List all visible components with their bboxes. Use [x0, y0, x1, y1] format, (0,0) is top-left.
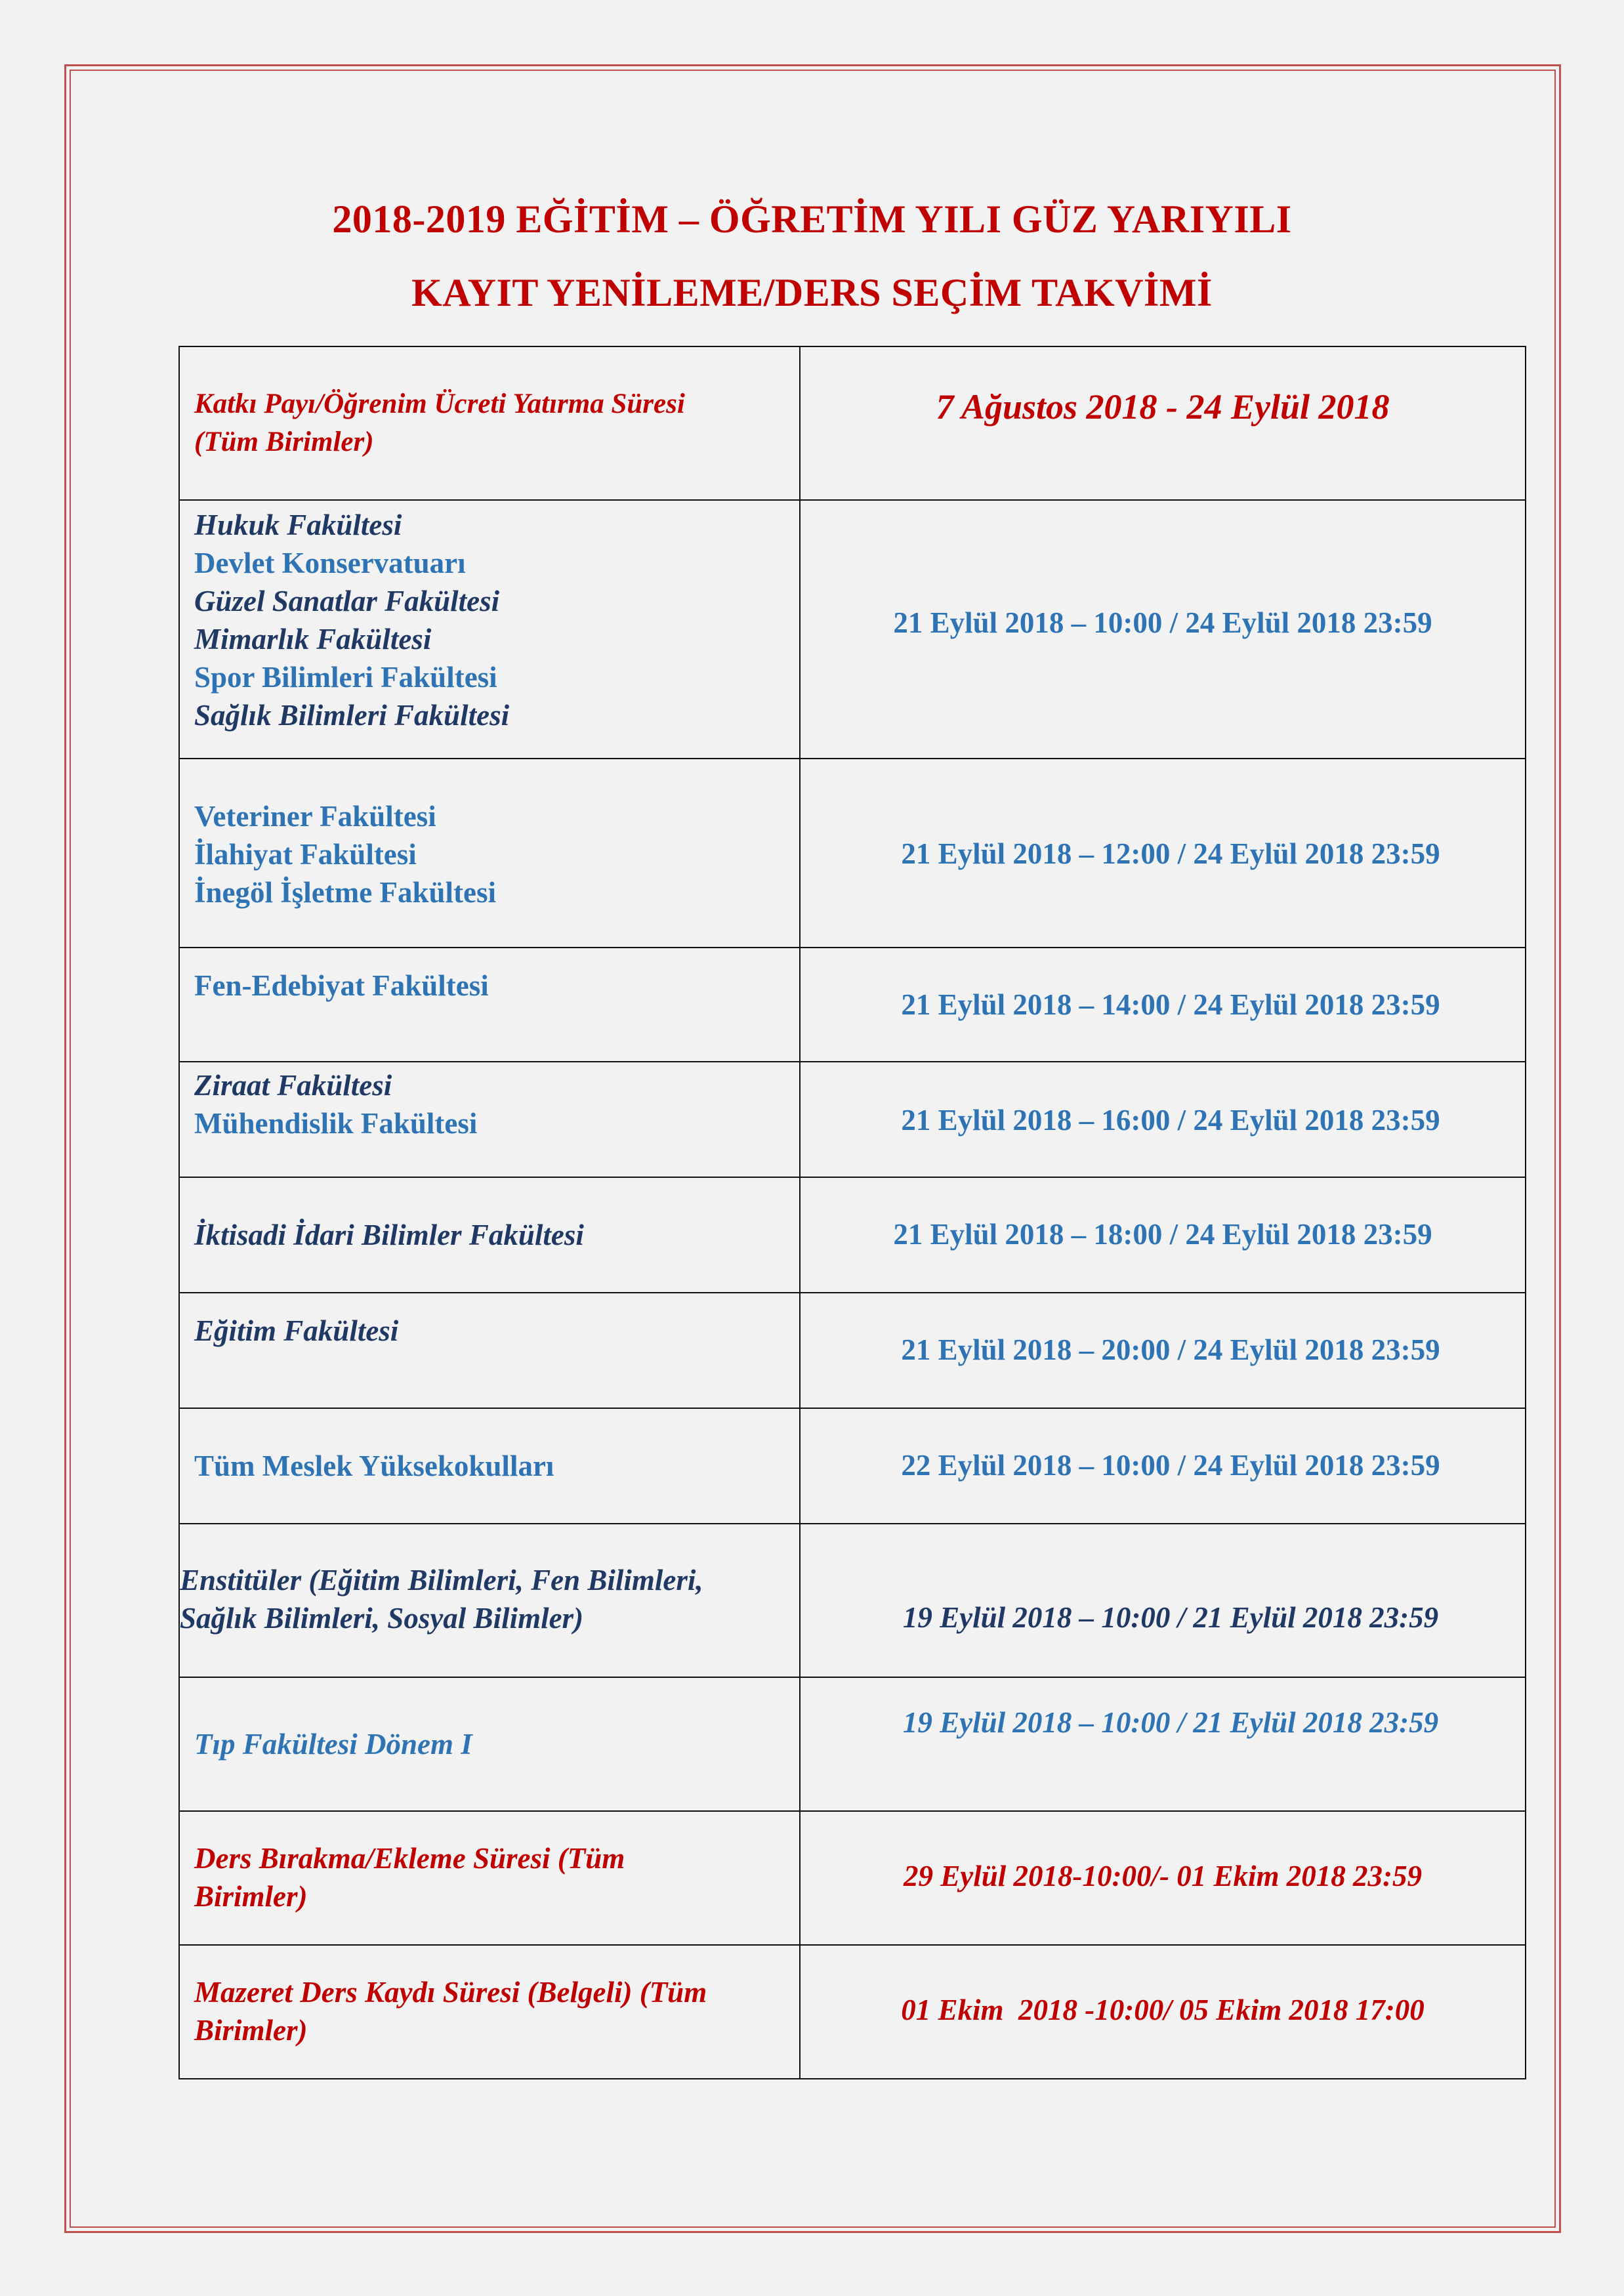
table-row: [179, 1677, 1526, 1811]
unit-label: Tıp Fakültesi Dönem I: [194, 1728, 472, 1761]
unit-label: Sağlık Bilimleri Fakültesi: [194, 699, 510, 732]
unit-label: Fen-Edebiyat Fakültesi: [194, 969, 489, 1002]
date-range: 01 Ekim 2018 -10:00/ 05 Ekim 2018 17:00: [901, 1993, 1425, 2026]
unit-label: Enstitüler (Eğitim Bilimleri, Fen Bilimleri,: [180, 1564, 703, 1597]
unit-cell: [179, 500, 800, 759]
unit-label: Mazeret Ders Kaydı Süresi (Belgeli) (Tüm: [194, 1976, 707, 2009]
date-range: 22 Eylül 2018 – 10:00 / 24 Eylül 2018 23:59: [901, 1449, 1440, 1482]
date-cell: [800, 759, 1526, 948]
date-range: 21 Eylül 2018 – 14:00 / 24 Eylül 2018 23:59: [901, 988, 1440, 1021]
unit-label: (Tüm Birimler): [194, 427, 374, 457]
date-cell: [800, 1945, 1526, 2079]
date-range: 21 Eylül 2018 – 18:00 / 24 Eylül 2018 23:59: [893, 1218, 1432, 1251]
unit-label: Spor Bilimleri Fakültesi: [194, 661, 497, 694]
date-range: 29 Eylül 2018-10:00/- 01 Ekim 2018 23:59: [904, 1860, 1422, 1892]
date-range: 21 Eylül 2018 – 16:00 / 24 Eylül 2018 23:59: [901, 1104, 1440, 1137]
unit-cell: [179, 1408, 800, 1524]
table-row: [179, 1524, 1526, 1677]
date-cell: [800, 1062, 1526, 1177]
unit-label: Katkı Payı/Öğrenim Ücreti Yatırma Süresi: [194, 388, 685, 419]
date-cell: [800, 1408, 1526, 1524]
date-cell: [800, 1177, 1526, 1293]
unit-cell: [179, 1177, 800, 1293]
title-line-1: 2018-2019 EĞİTİM – ÖĞRETİM YILI GÜZ YARIYILI: [332, 198, 1292, 241]
table-row: [179, 1408, 1526, 1524]
title-line-2: KAYIT YENİLEME/DERS SEÇİM TAKVİMİ: [411, 271, 1213, 314]
date-cell: [800, 1524, 1526, 1677]
table-row: [179, 948, 1526, 1062]
unit-cell: [179, 759, 800, 948]
date-range: 21 Eylül 2018 – 20:00 / 24 Eylül 2018 23:59: [901, 1333, 1440, 1366]
unit-label: Birimler): [194, 2014, 308, 2047]
unit-cell: [179, 1945, 800, 2079]
table-row: [179, 759, 1526, 948]
unit-label: Sağlık Bilimleri, Sosyal Bilimler): [180, 1602, 584, 1635]
unit-cell: [179, 1524, 800, 1677]
unit-label: Devlet Konservatuarı: [194, 547, 466, 579]
date-range: 21 Eylül 2018 – 12:00 / 24 Eylül 2018 23:59: [901, 837, 1440, 870]
unit-label: Tüm Meslek Yüksekokulları: [194, 1450, 554, 1482]
unit-label: Ders Bırakma/Ekleme Süresi (Tüm: [194, 1842, 625, 1875]
date-cell: [800, 1677, 1526, 1811]
calendar-table: [178, 346, 1526, 2079]
table-row: [179, 1293, 1526, 1408]
unit-label: İktisadi İdari Bilimler Fakültesi: [194, 1219, 584, 1251]
unit-cell: [179, 346, 800, 500]
unit-cell: [179, 948, 800, 1062]
date-cell: [800, 346, 1526, 500]
table-row: [179, 1177, 1526, 1293]
unit-label: Birimler): [194, 1880, 308, 1913]
table-row: [179, 1062, 1526, 1177]
table-row: [179, 1811, 1526, 1945]
unit-label: Hukuk Fakültesi: [194, 509, 402, 541]
unit-label: İnegöl İşletme Fakültesi: [194, 876, 496, 909]
table-row: [179, 346, 1526, 500]
table-row: [179, 1945, 1526, 2079]
unit-label: Veteriner Fakültesi: [194, 800, 436, 833]
date-cell: [800, 500, 1526, 759]
unit-label: Ziraat Fakültesi: [194, 1069, 392, 1102]
unit-label: Mühendislik Fakültesi: [194, 1107, 478, 1140]
date-range: 19 Eylül 2018 – 10:00 / 21 Eylül 2018 23:59: [902, 1706, 1439, 1739]
date-range: 19 Eylül 2018 – 10:00 / 21 Eylül 2018 23:59: [902, 1601, 1439, 1634]
date-cell: [800, 1811, 1526, 1945]
date-cell: [800, 948, 1526, 1062]
unit-cell: [179, 1811, 800, 1945]
unit-label: Mimarlık Fakültesi: [194, 623, 432, 656]
unit-cell: [179, 1062, 800, 1177]
date-range: 7 Ağustos 2018 - 24 Eylül 2018: [936, 387, 1390, 427]
unit-cell: [179, 1293, 800, 1408]
date-cell: [800, 1293, 1526, 1408]
unit-cell: [179, 1677, 800, 1811]
table-row: [179, 500, 1526, 759]
unit-label: Güzel Sanatlar Fakültesi: [194, 585, 500, 617]
unit-label: İlahiyat Fakültesi: [194, 838, 417, 871]
date-range: 21 Eylül 2018 – 10:00 / 24 Eylül 2018 23:59: [893, 606, 1432, 639]
unit-label: Eğitim Fakültesi: [194, 1314, 399, 1347]
